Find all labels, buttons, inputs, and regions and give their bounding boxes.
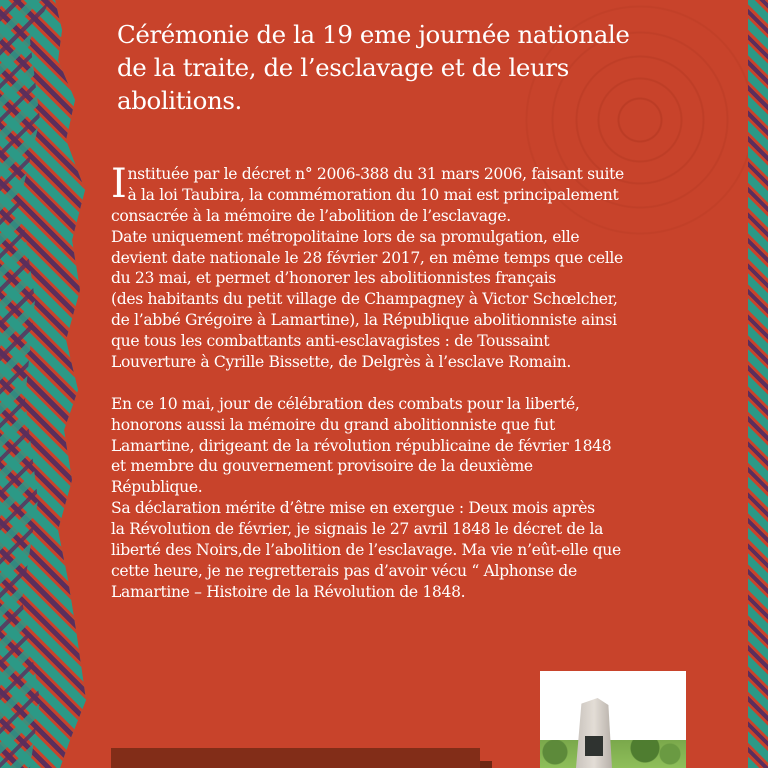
text-line: du 23 mai, et permet d’honorer les abolitionnistes français [111, 269, 556, 288]
right-decorative-border [748, 0, 768, 768]
text-line: Louverture à Cyrille Bissette, de Delgrès à l’esclave Romain. [111, 353, 571, 372]
drop-cap: I [111, 161, 127, 207]
text-line: de l’abbé Grégoire à Lamartine), la République abolitionniste ainsi [111, 311, 617, 330]
text-line: Lamartine, dirigeant de la révolution républicaine de février 1848 [111, 436, 612, 455]
page-title [117, 18, 629, 117]
body-text [111, 161, 624, 603]
paragraph-gap [111, 373, 623, 394]
monument-photo [540, 671, 686, 768]
text-line: et membre du gouvernement provisoire de la deuxième [111, 457, 533, 476]
dark-panel [111, 748, 480, 768]
text-line: nstituée par le décret n° 2006-388 du 31 mars 2006, faisant suite [127, 165, 624, 183]
text-line: à la loi Taubira, la commémoration du 10 mai est principalement [127, 185, 619, 204]
text-line: honorons aussi la mémoire du grand abolitionniste que fut [111, 415, 555, 434]
text-line: que tous les combattants anti-esclavagistes : de Toussaint [111, 332, 550, 351]
title-line: abolitions. [117, 86, 242, 115]
text-line: Sa déclaration mérite d’être mise en exergue : Deux mois après [111, 499, 595, 518]
text-line: Date uniquement métropolitaine lors de sa promulgation, elle [111, 227, 580, 246]
text-line: (des habitants du petit village de Champagney à Victor Schœlcher, [111, 290, 618, 309]
dark-panel-shadow [480, 761, 492, 768]
plaque-image-part [585, 736, 603, 756]
title-line: de la traite, de l’esclavage et de leurs [117, 53, 569, 82]
text-line: consacrée à la mémoire de l’abolition de l’esclavage. [111, 206, 511, 225]
text-line: liberté des Noirs,de l’abolition de l’esclavage. Ma vie n’eût-elle que [111, 541, 621, 560]
text-line: En ce 10 mai, jour de célébration des combats pour la liberté, [111, 394, 580, 413]
text-line: la Révolution de février, je signais le 27 avril 1848 le décret de la [111, 520, 604, 539]
text-line: devient date nationale le 28 février 2017, en même temps que celle [111, 248, 623, 267]
title-line: Cérémonie de la 19 eme journée nationale [117, 20, 630, 49]
stone-monument-image-part [576, 698, 612, 768]
trees-image-part [540, 740, 686, 768]
text-line: République. [111, 478, 203, 497]
text-line: Lamartine – Histoire de la Révolution de 1848. [111, 582, 466, 601]
text-line: cette heure, je ne regretterais pas d’avoir vécu “ Alphonse de [111, 561, 577, 580]
